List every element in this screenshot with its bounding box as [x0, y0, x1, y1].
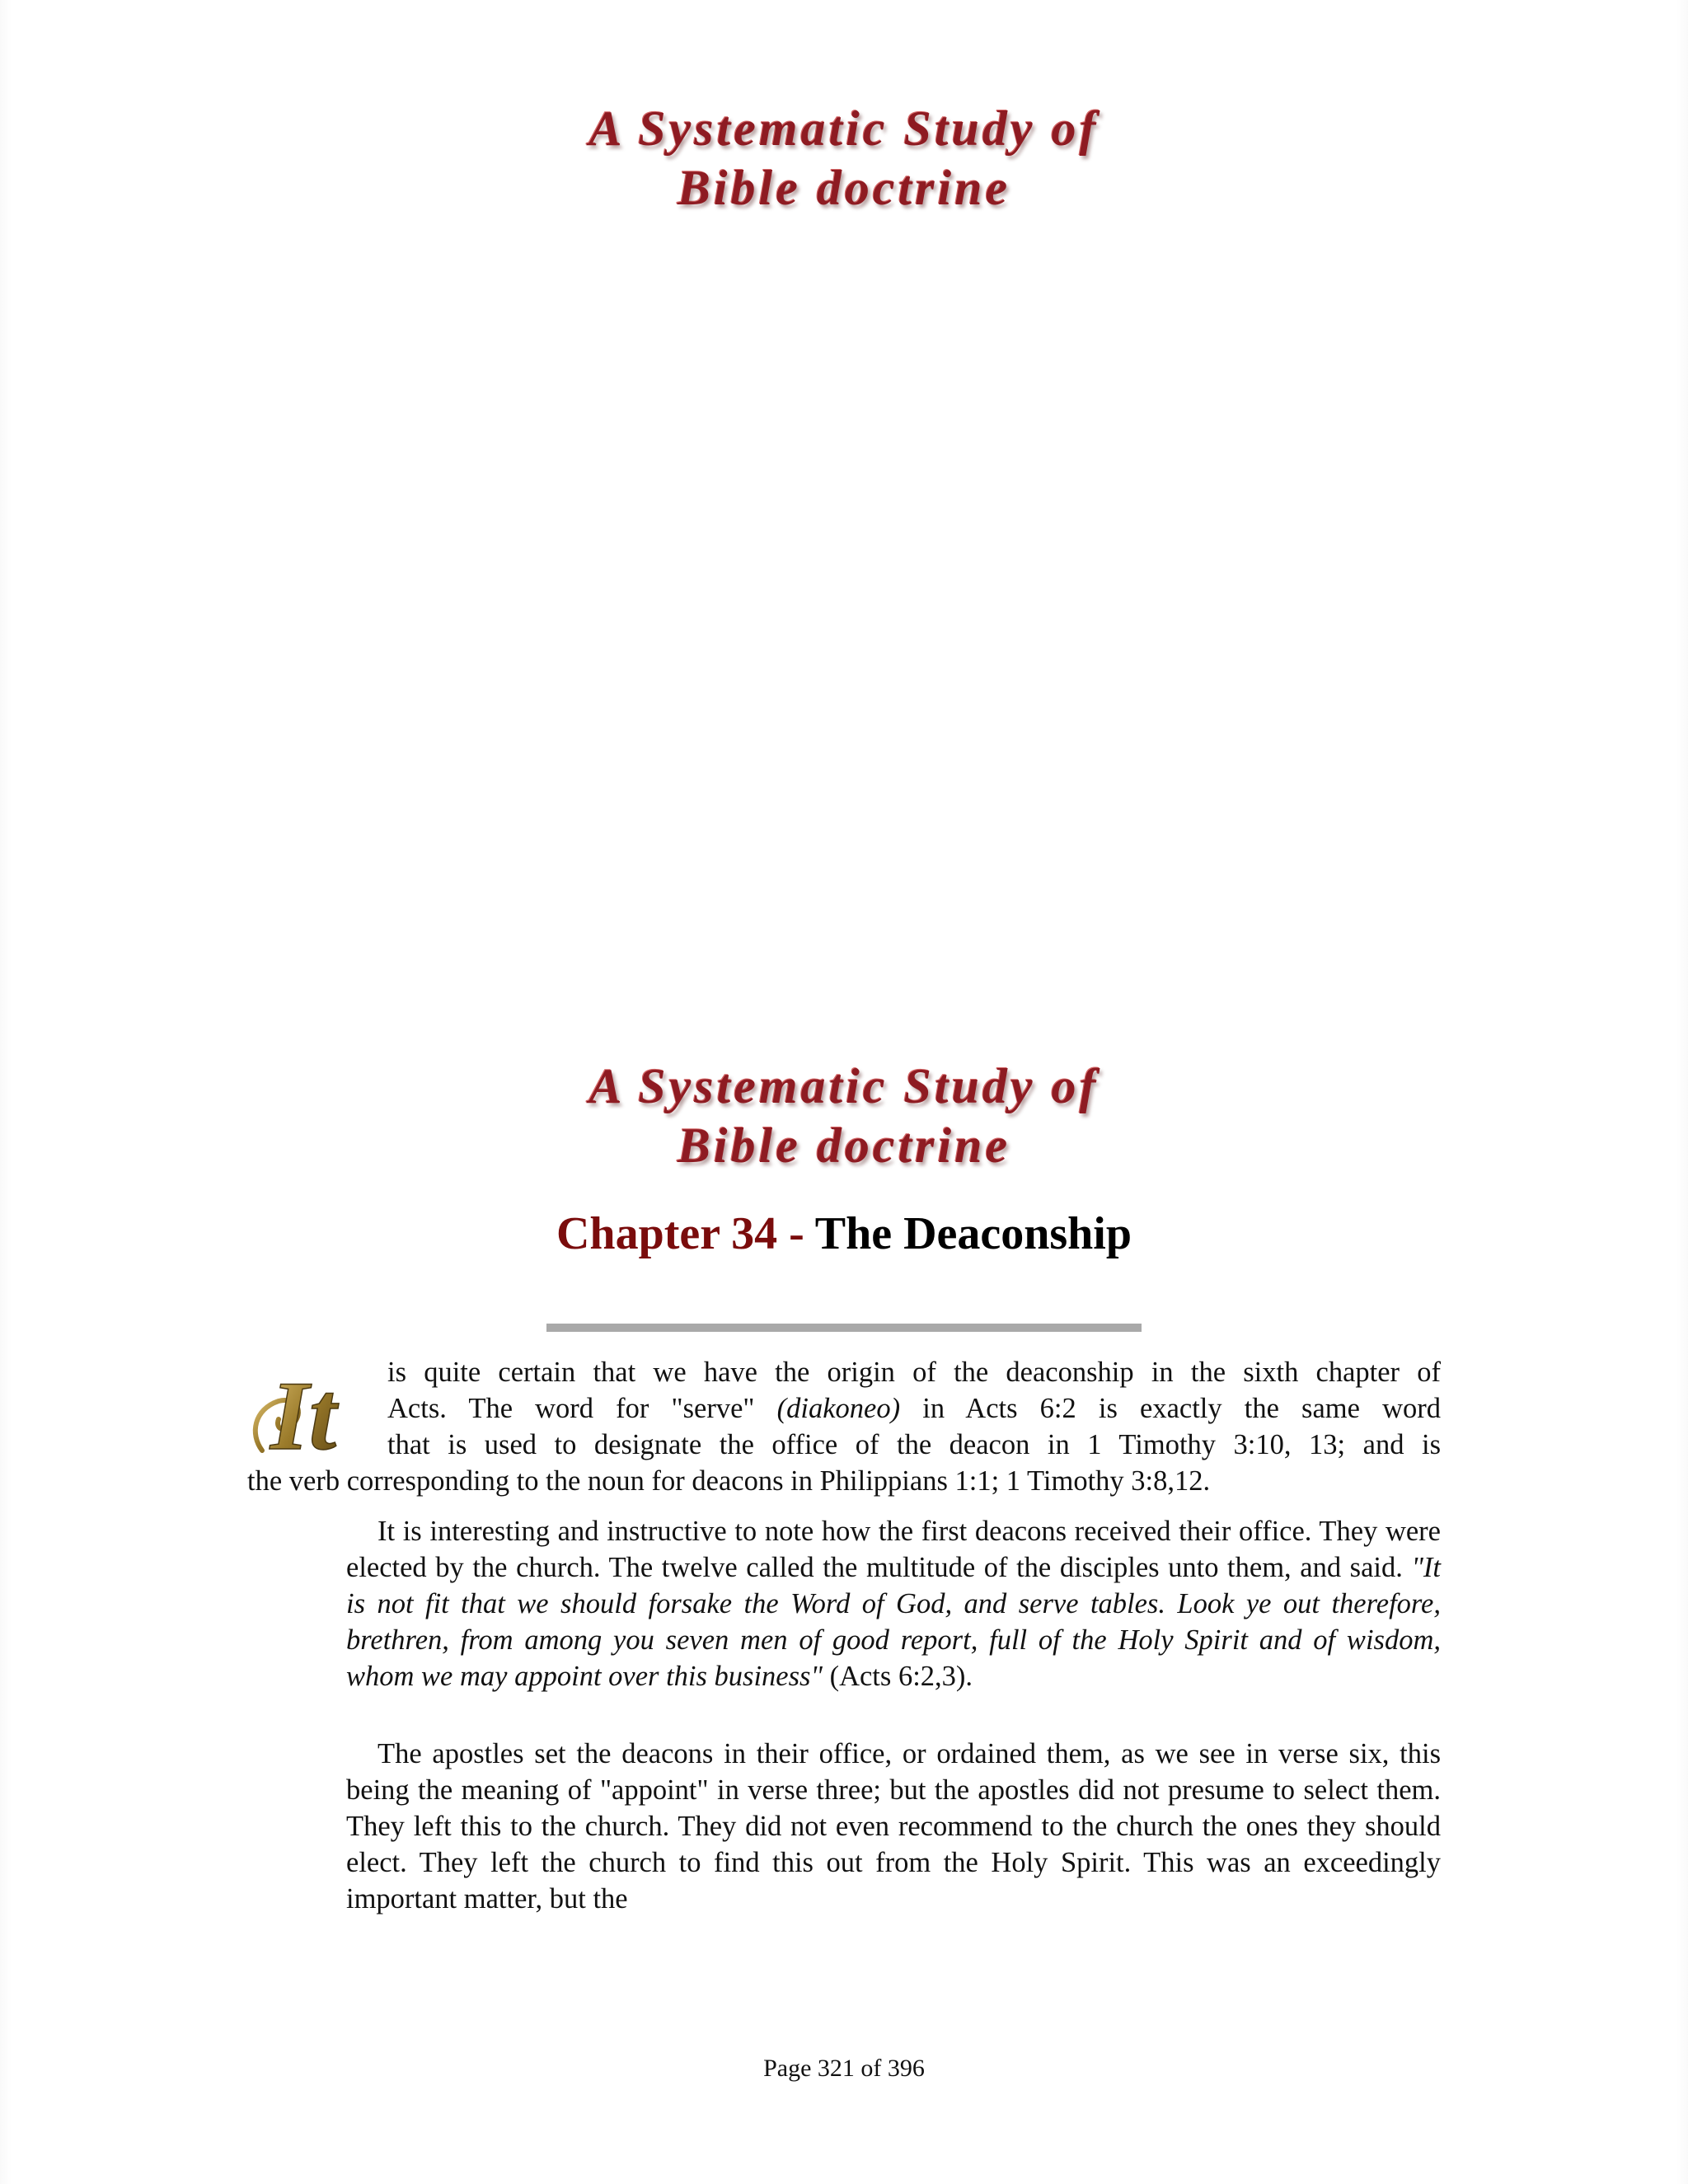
scripture-quote: "It is not fit that we should forsake the Word of God, and serve tables. Look ye out therefore, brethren, from among you seven men of good report, full of the Holy Spirit and of wisdom, whom we may appoint over this business" — [346, 1552, 1441, 1692]
chapter-heading — [0, 1205, 1688, 1263]
dropcap-it-ornament — [246, 1352, 386, 1475]
paragraph-1-line-2 — [387, 1391, 1441, 1426]
section-divider — [546, 1324, 1142, 1332]
paragraph-3-text: The apostles set the deacons in their office, or ordained them, as we see in verse six, this being the meaning of "appoint" in verse three; but the apostles did not presume to select them. They left this to the church. They did not even recommend to the church the ones they should elect. They left the church to find this out from the Holy Spirit. This was an exceedingly important matter, but the — [346, 1738, 1441, 1915]
chapter-title: The Deaconship — [814, 1208, 1132, 1259]
chapter-logo-line2: Bible doctrine — [677, 1118, 1011, 1173]
paragraph-2-text-a: It is interesting and instructive to note how the first deacons received their office. They were elected by the church. The twelve called the multitude of the disciples unto them, and said. — [346, 1516, 1441, 1583]
chapter-logo-line1: A Systematic Study of — [588, 1059, 1100, 1113]
paragraph-3 — [346, 1736, 1441, 1917]
paragraph-1-line-3: that is used to designate the office of the deacon in 1 Timothy 3:10, 13; and is — [387, 1429, 1441, 1460]
scripture-reference: (Acts 6:2,3). — [822, 1661, 973, 1692]
paragraph-1-line-4: the verb corresponding to the noun for deacons in Philippians 1:1; 1 Timothy 3:8,12. — [247, 1465, 1211, 1497]
paragraph-2 — [346, 1513, 1441, 1694]
greek-term: (diakoneo) — [776, 1393, 901, 1424]
paragraph-1-line-1: is quite certain that we have the origin of the deaconship in the sixth chapter of — [387, 1357, 1441, 1388]
chapter-number: Chapter 34 - — [556, 1208, 804, 1259]
header-logo-line1: A Systematic Study of — [588, 101, 1100, 156]
paragraph-1-line-2-text-b: in Acts 6:2 is exactly the same word — [900, 1393, 1441, 1424]
chapter-logo — [0, 1057, 1688, 1175]
paragraph-1-line-2-text-a: Acts. The word for "serve" — [387, 1393, 777, 1424]
dropcap-letters: It — [270, 1361, 337, 1470]
header-logo-line2: Bible doctrine — [677, 161, 1011, 215]
header-logo — [0, 99, 1688, 218]
page-number: Page 321 of 396 — [763, 2055, 925, 2082]
